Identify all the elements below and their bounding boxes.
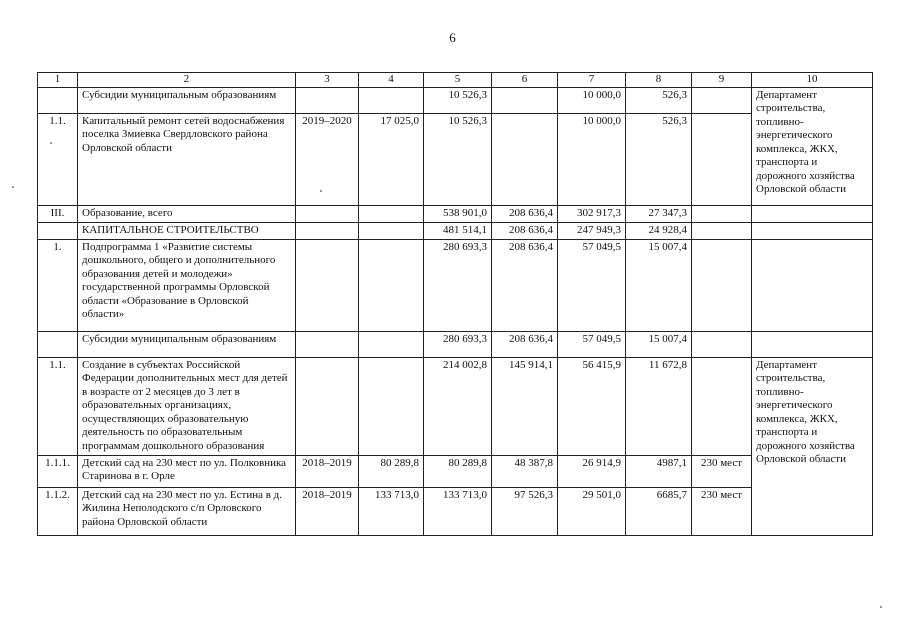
row-c6: 208 636,4 — [492, 239, 558, 331]
row-period — [296, 357, 359, 455]
row-c5: 214 002,8 — [424, 357, 492, 455]
row-c8: 4987,1 — [626, 455, 692, 487]
table-row — [38, 487, 873, 535]
row-name: КАПИТАЛЬНОЕ СТРОИТЕЛЬСТВО — [78, 222, 296, 239]
row-c5: 280 693,3 — [424, 331, 492, 357]
row-c9 — [692, 205, 752, 222]
scan-speck — [12, 186, 14, 188]
row-c8: 15 007,4 — [626, 239, 692, 331]
scan-speck — [320, 190, 322, 192]
table-row — [38, 239, 873, 331]
row-name: Детский сад на 230 мест по ул. Естина в д. Жилина Неполодского с/п Орловского района Орловской области — [78, 487, 296, 535]
scan-speck — [880, 606, 882, 608]
row-cost — [359, 222, 424, 239]
header-row — [38, 73, 873, 88]
row-code — [38, 331, 78, 357]
row-c7: 29 501,0 — [558, 487, 626, 535]
row-c6: 97 526,3 — [492, 487, 558, 535]
row-c8: 11 672,8 — [626, 357, 692, 455]
row-c9 — [692, 113, 752, 205]
header-cell: 8 — [626, 73, 692, 88]
header-cell: 5 — [424, 73, 492, 88]
row-c7: 302 917,3 — [558, 205, 626, 222]
row-code: 1.1. — [38, 357, 78, 455]
row-c9 — [692, 87, 752, 113]
row-period — [296, 87, 359, 113]
department-cell-empty — [752, 331, 873, 357]
row-cost: 80 289,8 — [359, 455, 424, 487]
row-c5: 10 526,3 — [424, 87, 492, 113]
row-c6: 208 636,4 — [492, 222, 558, 239]
row-c5: 133 713,0 — [424, 487, 492, 535]
row-c7: 10 000,0 — [558, 113, 626, 205]
row-c7: 247 949,3 — [558, 222, 626, 239]
row-c7: 10 000,0 — [558, 87, 626, 113]
header-cell: 7 — [558, 73, 626, 88]
row-name: Субсидии муниципальным образованиям — [78, 87, 296, 113]
row-c8: 6685,7 — [626, 487, 692, 535]
row-period — [296, 331, 359, 357]
row-c5: 481 514,1 — [424, 222, 492, 239]
row-period — [296, 239, 359, 331]
row-c6: 208 636,4 — [492, 331, 558, 357]
row-c7: 56 415,9 — [558, 357, 626, 455]
row-c8: 27 347,3 — [626, 205, 692, 222]
row-c9 — [692, 331, 752, 357]
row-name: Подпрограмма 1 «Развитие системы дошкольного, общего и дополнительного образования детей и молодежи» государственной программы Орловской области «Образование в Орловской области» — [78, 239, 296, 331]
row-period — [296, 205, 359, 222]
header-cell: 10 — [752, 73, 873, 88]
row-period — [296, 222, 359, 239]
row-cost: 133 713,0 — [359, 487, 424, 535]
header-cell: 2 — [78, 73, 296, 88]
row-c6: 145 914,1 — [492, 357, 558, 455]
table-row — [38, 87, 873, 113]
row-c6 — [492, 113, 558, 205]
department-cell-empty — [752, 205, 873, 222]
row-c5: 80 289,8 — [424, 455, 492, 487]
row-code: 1. — [38, 239, 78, 331]
budget-table — [37, 72, 873, 536]
row-c9: 230 мест — [692, 455, 752, 487]
row-c9 — [692, 239, 752, 331]
row-name: Создание в субъектах Российской Федерации дополнительных мест для детей в возрасте от 2 месяцев до 3 лет в образовательных организациях, осуществляющих образовательную деятельность по образовательным программам дошкольного образования — [78, 357, 296, 455]
header-cell: 1 — [38, 73, 78, 88]
row-c5: 538 901,0 — [424, 205, 492, 222]
row-c8: 526,3 — [626, 87, 692, 113]
table-row — [38, 205, 873, 222]
row-c7: 57 049,5 — [558, 331, 626, 357]
row-code: 1.1.1. — [38, 455, 78, 487]
table-row — [38, 331, 873, 357]
row-c6: 208 636,4 — [492, 205, 558, 222]
page-number: 6 — [449, 30, 456, 45]
header-cell: 6 — [492, 73, 558, 88]
row-c8: 24 928,4 — [626, 222, 692, 239]
department-cell: Департамент строительства, топливно-энергетического комплекса, ЖКХ, транспорта и дорожного хозяйства Орловской области — [752, 87, 873, 205]
row-c5: 280 693,3 — [424, 239, 492, 331]
row-cost — [359, 205, 424, 222]
row-period: 2018–2019 — [296, 455, 359, 487]
row-name: Детский сад на 230 мест по ул. Полковника Старинова в г. Орле — [78, 455, 296, 487]
row-code — [38, 87, 78, 113]
row-c9 — [692, 357, 752, 455]
department-cell-empty — [752, 222, 873, 239]
row-period: 2018–2019 — [296, 487, 359, 535]
table-row — [38, 113, 873, 205]
row-c5: 10 526,3 — [424, 113, 492, 205]
row-code: 1.1. — [38, 113, 78, 205]
row-cost — [359, 239, 424, 331]
row-c6 — [492, 87, 558, 113]
department-cell: Департамент строительства, топливно-энергетического комплекса, ЖКХ, транспорта и дорожного хозяйства Орловской области — [752, 357, 873, 535]
row-c8: 15 007,4 — [626, 331, 692, 357]
row-name: Образование, всего — [78, 205, 296, 222]
header-cell: 3 — [296, 73, 359, 88]
header-cell: 9 — [692, 73, 752, 88]
header-cell: 4 — [359, 73, 424, 88]
row-c9: 230 мест — [692, 487, 752, 535]
row-cost — [359, 87, 424, 113]
row-cost — [359, 331, 424, 357]
row-code: III. — [38, 205, 78, 222]
row-name: Субсидии муниципальным образованиям — [78, 331, 296, 357]
row-cost — [359, 357, 424, 455]
table-row — [38, 357, 873, 455]
table-row — [38, 455, 873, 487]
row-code: 1.1.2. — [38, 487, 78, 535]
row-c7: 26 914,9 — [558, 455, 626, 487]
department-cell-empty — [752, 239, 873, 331]
row-name: Капитальный ремонт сетей водоснабжения поселка Змиевка Свердловского района Орловской области — [78, 113, 296, 205]
row-cost: 17 025,0 — [359, 113, 424, 205]
table-row — [38, 222, 873, 239]
row-c9 — [692, 222, 752, 239]
row-c6: 48 387,8 — [492, 455, 558, 487]
row-period: 2019–2020 — [296, 113, 359, 205]
scan-speck — [50, 142, 52, 144]
row-c7: 57 049,5 — [558, 239, 626, 331]
row-code — [38, 222, 78, 239]
row-c8: 526,3 — [626, 113, 692, 205]
